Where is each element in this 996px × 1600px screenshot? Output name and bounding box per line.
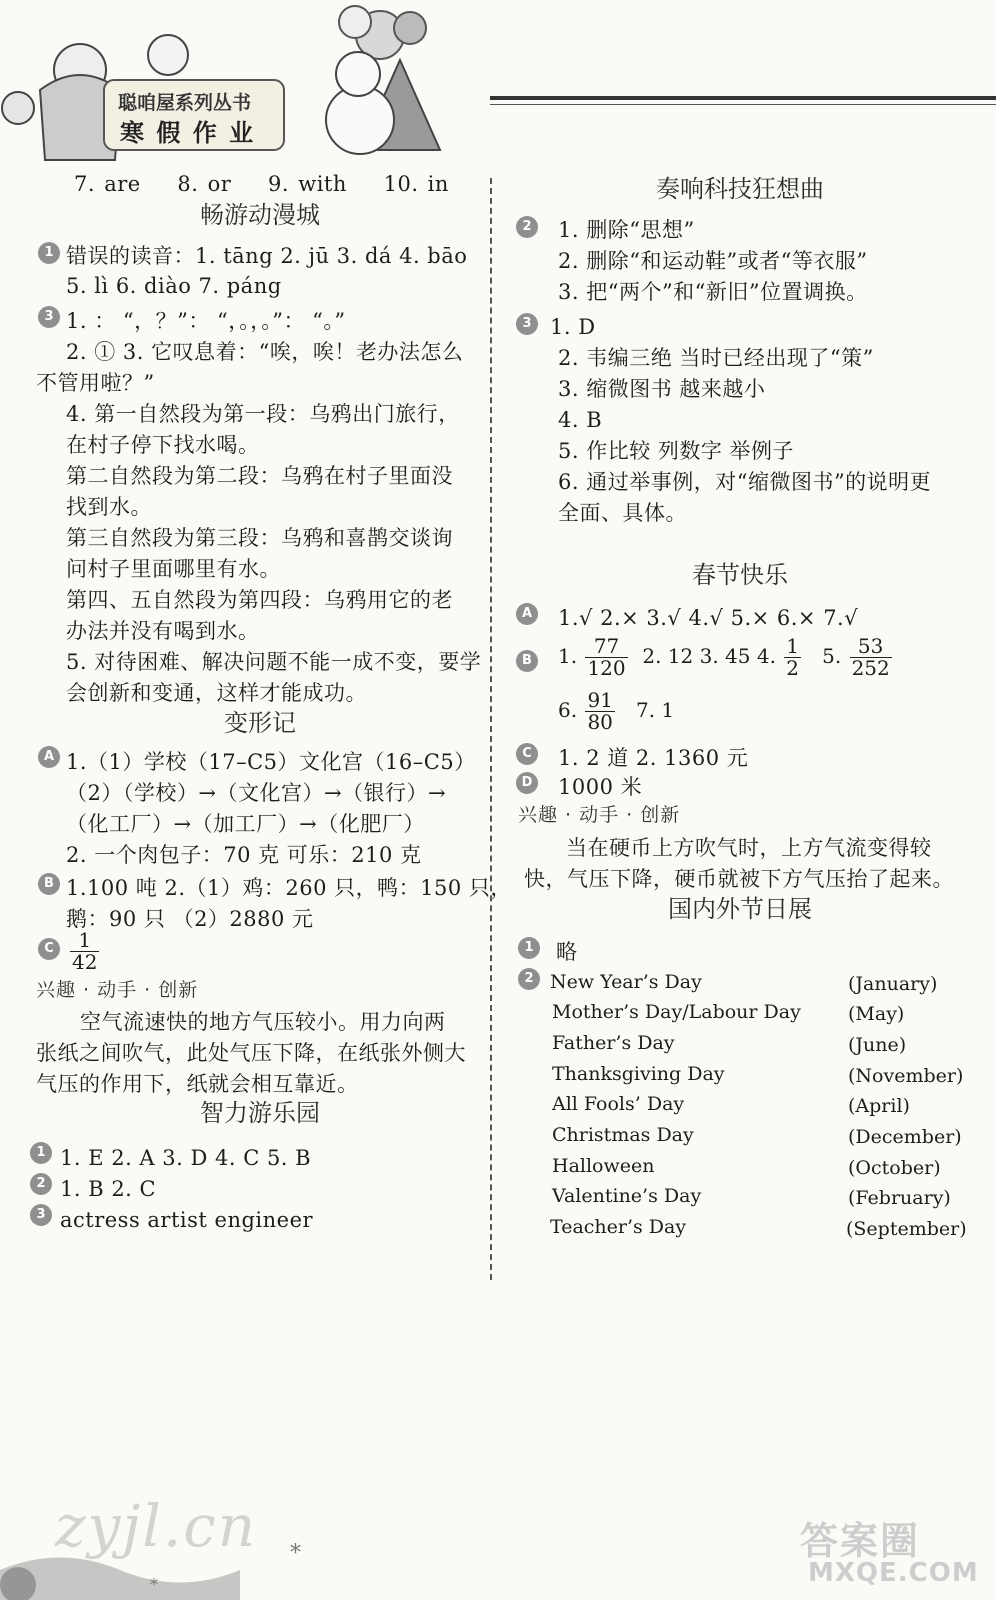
badge: C: [516, 743, 538, 765]
badge: 1: [30, 1142, 52, 1164]
answer-line: 第三自然段为第三段：乌鸦和喜鹊交谈询: [66, 526, 453, 550]
answer-line: 1.√ 2.× 3.√ 4.√ 5.× 6.× 7.√: [558, 606, 859, 630]
holiday-month: (May): [848, 1003, 905, 1025]
answer-line: 找到水。: [66, 495, 152, 519]
answer-line: 5. 对待困难、解决问题不能一成不变，要学: [66, 650, 482, 674]
svg-text:*: *: [150, 1575, 158, 1594]
badge: 1: [38, 242, 60, 264]
holiday-name: New Year’s Day: [550, 971, 702, 993]
answer-line: 1000 米: [558, 775, 643, 799]
holiday-month: (April): [848, 1095, 910, 1117]
column-divider: [490, 178, 492, 1280]
holiday-name: Valentine’s Day: [552, 1185, 702, 1207]
answer-line: 2. 韦编三绝 当时已经出现了“策”: [558, 346, 874, 370]
intro-answers: [74, 172, 449, 196]
book-title: 寒 假 作 业: [120, 119, 256, 147]
fraction-row: [558, 636, 894, 679]
badge: 3: [38, 306, 60, 328]
answer-line: 鹅：90 只 （2）2880 元: [66, 907, 314, 931]
holiday-name: Father’s Day: [552, 1032, 675, 1054]
fraction-denominator: 42: [72, 950, 98, 974]
badge: 1: [518, 937, 540, 959]
answer-line: （化工厂）→（加工厂）→（化肥厂）: [66, 812, 425, 836]
fraction-numerator: 53: [850, 636, 892, 658]
answer-line: 1. 2 道 2. 1360 元: [558, 746, 749, 770]
fraction-numerator: 1: [70, 930, 99, 952]
badge: A: [516, 603, 538, 625]
answer-line: actress artist engineer: [60, 1208, 314, 1232]
holiday-name: All Fools’ Day: [552, 1093, 685, 1115]
holiday-name: Teacher’s Day: [550, 1216, 687, 1238]
answer-line: 4. B: [558, 408, 603, 432]
answer-line: 气压的作用下，纸就会相互靠近。: [36, 1072, 359, 1096]
svg-text:*: *: [290, 1541, 301, 1566]
holiday-month: (February): [848, 1187, 951, 1209]
answer-line: 1.100 吨 2.（1）鸡：260 只，鸭：150 只，: [66, 876, 512, 900]
holiday-month: (December): [848, 1126, 962, 1148]
badge: 3: [516, 313, 538, 335]
holiday-month: (September): [846, 1218, 967, 1240]
holiday-name: Thanksgiving Day: [552, 1063, 725, 1085]
badge: D: [516, 772, 538, 794]
answer-label: 6.: [558, 698, 578, 722]
fraction-numerator: 77: [585, 636, 627, 658]
fraction-denominator: 252: [851, 656, 890, 680]
answer-line: 不管用啦？”: [36, 371, 155, 395]
watermark-right-url: MXQE.COM: [808, 1558, 979, 1588]
answer-line: 6. 通过举事例，对“缩微图书”的说明更: [558, 470, 932, 494]
badge: A: [38, 746, 60, 768]
answer-line: 2. 一个肉包子：70 克 可乐：210 克: [66, 843, 422, 867]
intro-answer: 9. with: [268, 172, 347, 196]
answer-label: 5.: [822, 644, 842, 668]
answer-line: 1. 删除“思想”: [558, 218, 695, 242]
interest-heading: 兴趣 · 动手 · 创新: [36, 979, 199, 1001]
answer-line: 张纸之间吹气，此处气压下降，在纸张外侧大: [36, 1041, 466, 1065]
answer-line: 错误的读音：1. tāng 2. jū 3. dá 4. bāo: [66, 244, 468, 268]
answer-line: 4. 第一自然段为第一段：乌鸦出门旅行，: [66, 402, 460, 426]
badge: C: [38, 938, 60, 960]
intro-answer: 8. or: [177, 172, 232, 196]
answer-line: 1.（1）学校（17–C5）文化宫（16–C5）: [66, 750, 476, 774]
answer-line: 全面、具体。: [558, 501, 687, 525]
answer-label: 1.: [558, 644, 578, 668]
holiday-month: (November): [848, 1065, 964, 1087]
answer-line: （2）（学校）→（文化宫）→（银行）→: [66, 781, 447, 805]
section-title: 畅游动漫城: [200, 201, 320, 229]
answer-line: 3. 缩微图书 越来越小: [558, 377, 766, 401]
badge: B: [516, 650, 538, 672]
answer-line: 2. ① 3. 它叹息着：“唉，唉！老办法怎么: [66, 340, 464, 364]
section-title: 国内外节日展: [668, 895, 812, 923]
series-name: 聪咱屋系列丛书: [118, 92, 252, 114]
intro-answer: 10. in: [383, 172, 449, 196]
answer-line: 2. 删除“和运动鞋”或者“等衣服”: [558, 249, 868, 273]
fraction-numerator: 1: [786, 634, 800, 658]
section-title: 智力游乐园: [200, 1099, 320, 1127]
answer-line: 快，气压下降，硬币就被下方气压抬了起来。: [524, 867, 954, 891]
badge: 2: [30, 1173, 52, 1195]
answer-line: 5. 作比较 列数字 举例子: [558, 439, 795, 463]
answer-label: 7. 1: [635, 698, 675, 722]
answer-line: 问村子里面哪里有水。: [66, 557, 281, 581]
holiday-month: (October): [848, 1157, 941, 1179]
answer-line: 5. lì 6. diào 7. páng: [66, 274, 282, 298]
fraction-denominator: 80: [587, 710, 613, 734]
answer-line: 1. E 2. A 3. D 4. C 5. B: [60, 1146, 312, 1170]
badge: 2: [518, 968, 540, 990]
header-rule: [490, 96, 996, 100]
answer-line: 1. B 2. C: [60, 1177, 157, 1201]
answer-line: 3. 把“两个”和“新旧”位置调换。: [558, 280, 868, 304]
fraction-denominator: 120: [587, 656, 626, 680]
holiday-month: (June): [848, 1034, 907, 1056]
answer-line: 第二自然段为第二段：乌鸦在村子里面没: [66, 464, 453, 488]
fraction-denominator: 2: [786, 656, 800, 680]
answer-label: 2. 12 3. 45 4.: [642, 644, 776, 668]
answer-line: 1. ： “，？”： “，。，。”： “。”: [66, 309, 346, 333]
answer-line: 办法并没有喝到水。: [66, 619, 260, 643]
section-title: 春节快乐: [692, 561, 788, 589]
fraction-numerator: 91: [587, 688, 613, 712]
header-rule-thin: [490, 104, 996, 105]
answer-line: 空气流速快的地方气压较小。用力向两: [80, 1010, 446, 1034]
section-title: 变形记: [224, 709, 296, 737]
answer-line: 略: [556, 940, 578, 964]
holiday-name: Halloween: [552, 1155, 655, 1177]
fraction-row: [558, 690, 674, 733]
answer-line: 在村子停下找水喝。: [66, 433, 260, 457]
badge: 3: [30, 1204, 52, 1226]
holiday-month: (January): [848, 973, 938, 995]
answer-line: 1. D: [550, 315, 596, 339]
answer-line: 当在硬币上方吹气时，上方气流变得较: [566, 836, 932, 860]
fraction-answer: [68, 930, 101, 973]
holiday-name: Mother’s Day/Labour Day: [552, 1001, 801, 1023]
watermark-left: zyjl.cn: [55, 1492, 258, 1560]
badge: 2: [516, 216, 538, 238]
watermark-right: 答案圈: [800, 1519, 921, 1563]
interest-heading: 兴趣 · 动手 · 创新: [518, 804, 681, 826]
answer-line: 第四、五自然段为第四段：乌鸦用它的老: [66, 588, 453, 612]
section-title: 奏响科技狂想曲: [656, 175, 824, 203]
badge: B: [38, 873, 60, 895]
intro-answer: 7. are: [74, 172, 141, 196]
holiday-name: Christmas Day: [552, 1124, 694, 1146]
answer-line: 会创新和变通，这样才能成功。: [66, 681, 367, 705]
